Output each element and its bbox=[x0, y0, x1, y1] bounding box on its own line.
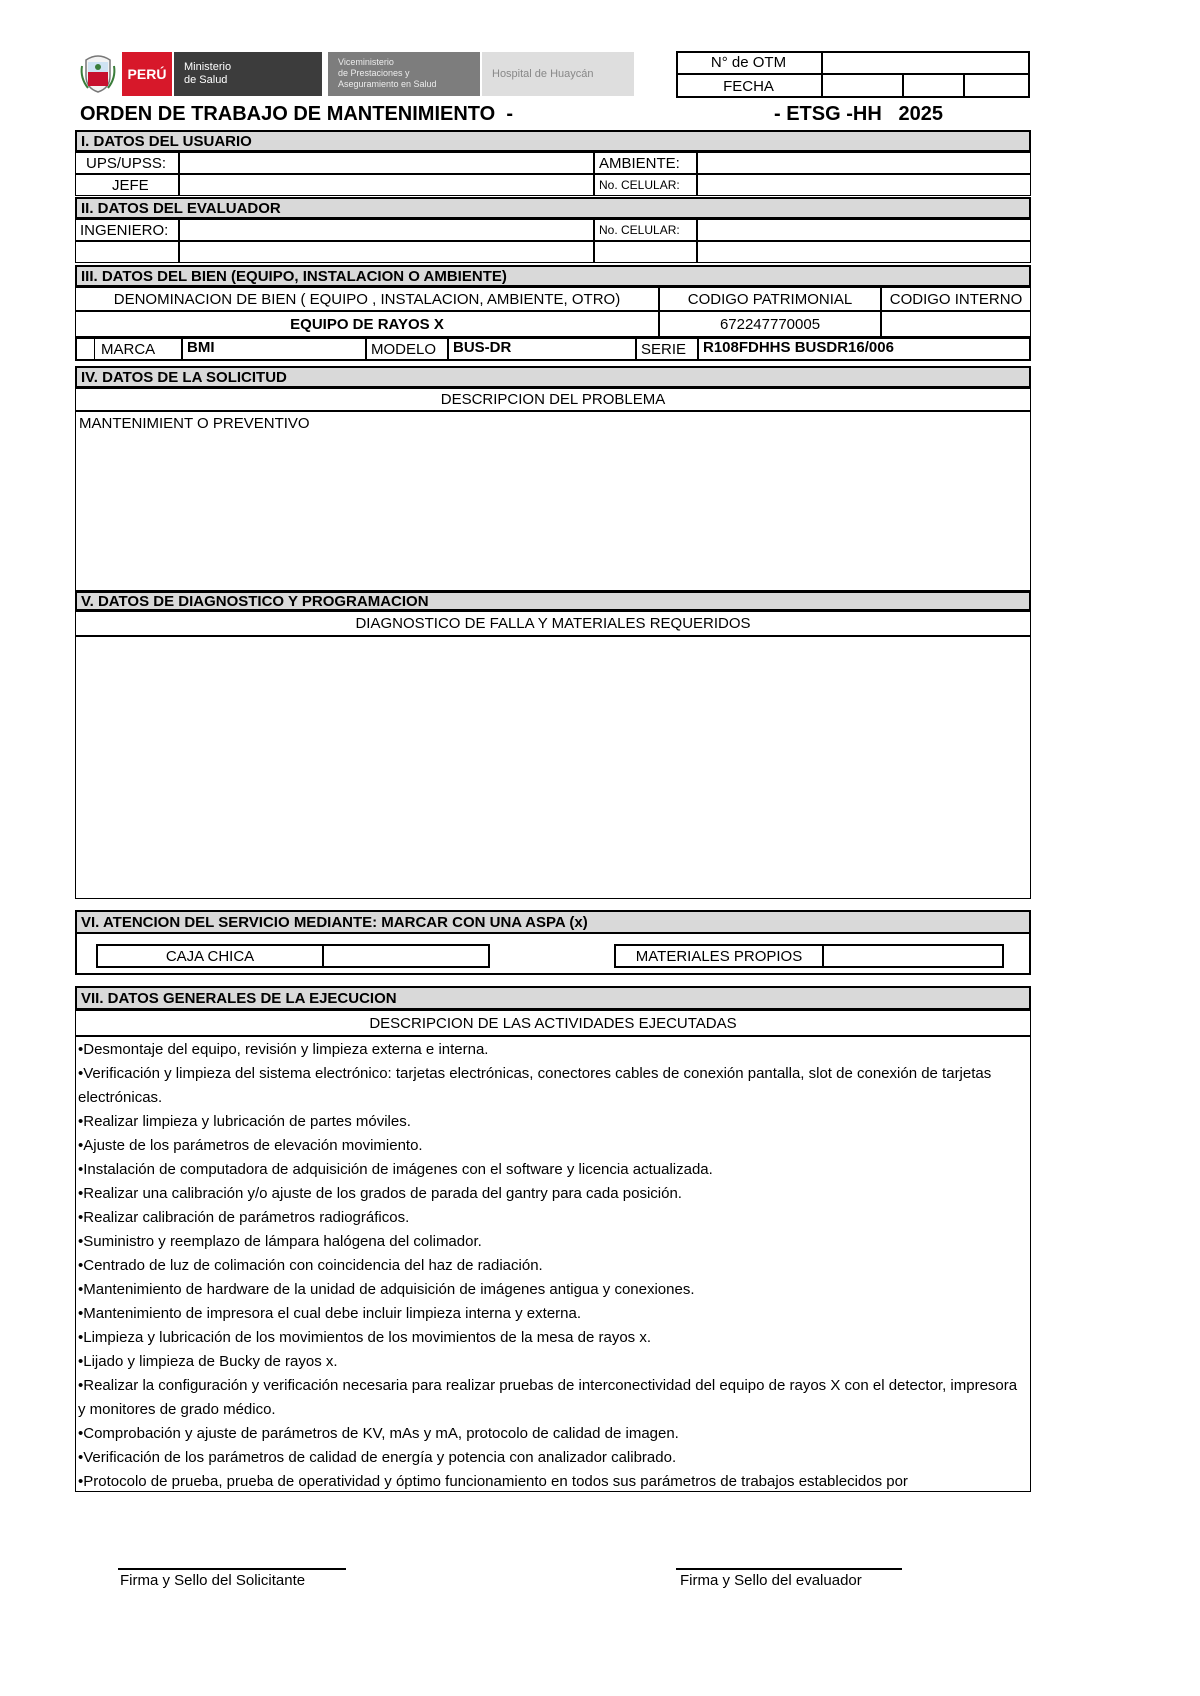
celular-evaluador-label: No. CELULAR: bbox=[594, 219, 697, 241]
modelo-value[interactable]: BUS-DR bbox=[448, 337, 636, 361]
jefe-label: JEFE bbox=[75, 174, 179, 196]
actividad-item: •Ajuste de los parámetros de elevación movimiento. bbox=[78, 1137, 423, 1154]
firma-evaluador-line bbox=[676, 1568, 902, 1570]
actividad-item: •Realizar la configuración y verificación necesaria para realizar pruebas de interconectividad del equipo de rayos X con el detector, impresora y monitores de grado médico. bbox=[78, 1377, 1018, 1418]
vice-ministry-badge bbox=[328, 52, 480, 96]
jefe-input[interactable] bbox=[179, 174, 594, 196]
fecha-month-input[interactable] bbox=[904, 75, 962, 96]
fecha-label: FECHA bbox=[723, 78, 774, 95]
otm-number-input[interactable] bbox=[823, 53, 1028, 72]
denominacion-value[interactable]: EQUIPO DE RAYOS X bbox=[75, 311, 659, 337]
actividad-item: •Limpieza y lubricación de los movimientos de los movimientos de la mesa de rayos x. bbox=[78, 1329, 652, 1346]
actividad-item: •Desmontaje del equipo, revisión y limpieza externa e interna. bbox=[78, 1041, 489, 1058]
codigo-patrimonial-value[interactable]: 672247770005 bbox=[659, 311, 881, 337]
actividad-item: •Realizar limpieza y lubricación de partes móviles. bbox=[78, 1113, 411, 1130]
actividad-item: •Comprobación y ajuste de parámetros de KV, mAs y mA, protocolo de calidad de imagen. bbox=[78, 1425, 679, 1442]
ministry-badge bbox=[174, 52, 322, 96]
diagnostico-textarea[interactable] bbox=[75, 636, 1031, 899]
celular-usuario-input[interactable] bbox=[697, 174, 1031, 196]
ministry-line2: de Salud bbox=[184, 74, 228, 86]
ambiente-input[interactable] bbox=[697, 152, 1031, 174]
firma-evaluador-label: Firma y Sello del evaluador bbox=[680, 1572, 862, 1589]
modelo-label: MODELO bbox=[366, 337, 448, 361]
actividad-item: •Mantenimiento de hardware de la unidad de adquisición de imágenes antigua y conexiones. bbox=[78, 1281, 695, 1298]
section-diagnostico-title: V. DATOS DE DIAGNOSTICO Y PROGRAMACION bbox=[75, 591, 1031, 611]
materiales-propios-checkbox[interactable] bbox=[822, 944, 1004, 968]
marca-value[interactable]: BMI bbox=[182, 337, 366, 361]
actividad-item: •Mantenimiento de impresora el cual debe incluir limpieza interna y externa. bbox=[78, 1305, 582, 1322]
fecha-year-input[interactable] bbox=[965, 75, 1028, 96]
actividades-label: DESCRIPCION DE LAS ACTIVIDADES EJECUTADAS bbox=[75, 1010, 1031, 1036]
actividad-item: •Suministro y reemplazo de lámpara halógena del colimador. bbox=[78, 1233, 482, 1250]
otm-label: N° de OTM bbox=[710, 54, 787, 71]
caja-chica-checkbox[interactable] bbox=[322, 944, 490, 968]
codigo-interno-value[interactable] bbox=[881, 311, 1031, 337]
page-title: ORDEN DE TRABAJO DE MANTENIMIENTO - bbox=[80, 103, 513, 125]
descripcion-problema-text: MANTENIMIENT O PREVENTIVO bbox=[79, 415, 310, 432]
peru-badge bbox=[122, 52, 172, 96]
denominacion-label: DENOMINACION DE BIEN ( EQUIPO , INSTALACION, AMBIENTE, OTRO) bbox=[75, 287, 659, 311]
evaluador-extra-2[interactable] bbox=[179, 241, 594, 263]
vice-line3: Aseguramiento en Salud bbox=[338, 79, 437, 89]
actividad-item: •Verificación de los parámetros de calidad de energía y potencia con analizador calibrado. bbox=[78, 1449, 677, 1466]
hospital-label: Hospital de Huaycán bbox=[492, 68, 594, 80]
celular-evaluador-input[interactable] bbox=[697, 219, 1031, 241]
ingeniero-input[interactable] bbox=[179, 219, 594, 241]
actividad-item: •Verificación y limpieza del sistema electrónico: tarjetas electrónicas, conectores cables de conexión pantalla, slot de conexión de tarjetas electrónicas. bbox=[78, 1065, 992, 1106]
serie-label: SERIE bbox=[636, 337, 698, 361]
celular-usuario-label: No. CELULAR: bbox=[594, 174, 697, 196]
actividad-item: •Protocolo de prueba, prueba de operatividad y óptimo funcionamiento en todos sus parámetros de trabajos establecidos por bbox=[78, 1473, 908, 1490]
actividad-item: •Instalación de computadora de adquisición de imágenes con el software y licencia actualizada. bbox=[78, 1161, 713, 1178]
ups-label: UPS/UPSS: bbox=[75, 152, 179, 174]
fecha-day-input[interactable] bbox=[823, 75, 901, 96]
evaluador-extra-3[interactable] bbox=[594, 241, 697, 263]
vice-line2: de Prestaciones y bbox=[338, 68, 410, 78]
codigo-patrimonial-label: CODIGO PATRIMONIAL bbox=[659, 287, 881, 311]
materiales-propios-label: MATERIALES PROPIOS bbox=[614, 944, 824, 968]
vice-line1: Viceministerio bbox=[338, 57, 394, 67]
header-logo-banner bbox=[78, 52, 638, 96]
firma-solicitante-line bbox=[118, 1568, 346, 1570]
ingeniero-label: INGENIERO: bbox=[75, 219, 179, 241]
diagnostico-label: DIAGNOSTICO DE FALLA Y MATERIALES REQUERIDOS bbox=[75, 611, 1031, 636]
section-usuario-title: I. DATOS DEL USUARIO bbox=[75, 130, 1031, 152]
serie-value[interactable]: R108FDHHS BUSDR16/006 bbox=[698, 337, 1031, 361]
actividades-list bbox=[78, 1038, 1020, 1494]
section-evaluador-title: II. DATOS DEL EVALUADOR bbox=[75, 197, 1031, 219]
actividad-item: •Realizar calibración de parámetros radiográficos. bbox=[78, 1209, 410, 1226]
evaluador-extra-1[interactable] bbox=[75, 241, 179, 263]
descripcion-problema-textarea[interactable] bbox=[75, 411, 1031, 591]
section-bien-title: III. DATOS DEL BIEN (EQUIPO, INSTALACION O AMBIENTE) bbox=[75, 265, 1031, 287]
evaluador-extra-4[interactable] bbox=[697, 241, 1031, 263]
codigo-interno-label: CODIGO INTERNO bbox=[881, 287, 1031, 311]
section-ejecucion-title: VII. DATOS GENERALES DE LA EJECUCION bbox=[75, 986, 1031, 1010]
page-title-code: - ETSG -HH 2025 bbox=[774, 103, 943, 125]
hospital-badge bbox=[482, 52, 634, 96]
coat-of-arms-icon bbox=[78, 54, 118, 94]
actividad-item: •Lijado y limpieza de Bucky de rayos x. bbox=[78, 1353, 338, 1370]
actividad-item: •Centrado de luz de colimación con coincidencia del haz de radiación. bbox=[78, 1257, 543, 1274]
firma-solicitante-label: Firma y Sello del Solicitante bbox=[120, 1572, 306, 1589]
descripcion-problema-label: DESCRIPCION DEL PROBLEMA bbox=[75, 388, 1031, 411]
section-solicitud-title: IV. DATOS DE LA SOLICITUD bbox=[75, 366, 1031, 388]
peru-label: PERÚ bbox=[127, 66, 167, 82]
ups-input[interactable] bbox=[179, 152, 594, 174]
caja-chica-label: CAJA CHICA bbox=[96, 944, 324, 968]
actividad-item: •Realizar una calibración y/o ajuste de los grados de parada del gantry para cada posición. bbox=[78, 1185, 682, 1202]
section-atencion-title: VI. ATENCION DEL SERVICIO MEDIANTE: MARCAR CON UNA ASPA (x) bbox=[75, 910, 1031, 934]
ministry-line1: Ministerio bbox=[184, 61, 232, 73]
ambiente-label: AMBIENTE: bbox=[594, 152, 697, 174]
marca-label: MARCA bbox=[94, 337, 182, 361]
